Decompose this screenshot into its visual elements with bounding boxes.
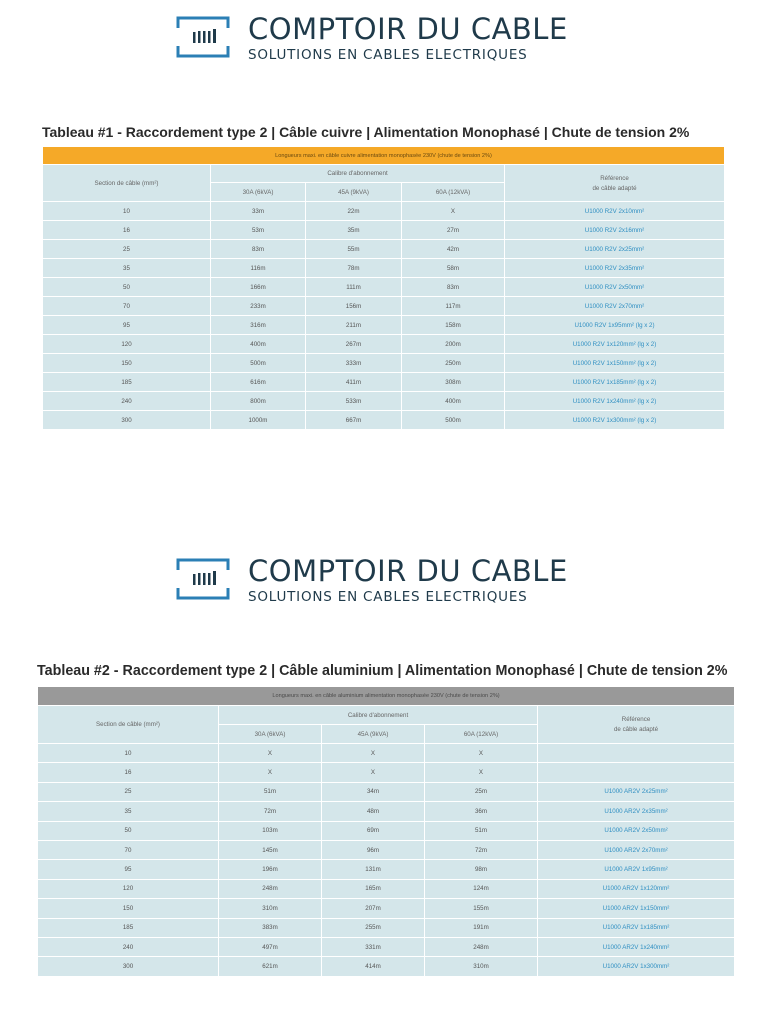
cable-reference-link[interactable]: U1000 AR2V 2x25mm² xyxy=(538,782,735,801)
table2-header-45a: 45A (9kVA) xyxy=(322,725,425,744)
length-60a-cell: 200m xyxy=(402,335,505,354)
section-cell: 95 xyxy=(43,316,211,335)
length-45a-cell: 69m xyxy=(322,821,425,840)
table1-header-reference xyxy=(505,165,725,202)
cable-reference-link[interactable]: U1000 R2V 1x120mm² (lg x 2) xyxy=(505,335,725,354)
section-cell: 300 xyxy=(38,957,219,976)
length-30a-cell: X xyxy=(219,744,322,763)
table2-header-ref-line1: Référence xyxy=(621,716,651,723)
section-cell: 25 xyxy=(43,240,211,259)
section-cell: 10 xyxy=(43,202,211,221)
table-row xyxy=(43,202,725,221)
length-60a-cell: 83m xyxy=(402,278,505,297)
cable-reference-link[interactable]: U1000 R2V 2x50mm² xyxy=(505,278,725,297)
length-45a-cell: 331m xyxy=(322,937,425,956)
length-30a-cell: 248m xyxy=(219,879,322,898)
cable-reference-link[interactable]: U1000 R2V 1x95mm² (lg x 2) xyxy=(505,316,725,335)
length-30a-cell: 1000m xyxy=(211,411,306,430)
cable-reference-link[interactable]: U1000 AR2V 1x240mm² xyxy=(538,937,735,956)
brand-name: COMPTOIR DU CABLE xyxy=(248,12,568,46)
table-row xyxy=(38,918,735,937)
table2 xyxy=(37,686,735,977)
length-60a-cell: 27m xyxy=(402,221,505,240)
length-60a-cell: X xyxy=(402,202,505,221)
length-45a-cell: X xyxy=(322,744,425,763)
table-row xyxy=(38,763,735,782)
length-45a-cell: 96m xyxy=(322,840,425,859)
length-30a-cell: 383m xyxy=(219,918,322,937)
length-45a-cell: 414m xyxy=(322,957,425,976)
length-60a-cell: 25m xyxy=(425,782,538,801)
length-30a-cell: 497m xyxy=(219,937,322,956)
length-45a-cell: 34m xyxy=(322,782,425,801)
table2-header-reference xyxy=(538,706,735,744)
table-row xyxy=(38,860,735,879)
length-60a-cell: 155m xyxy=(425,899,538,918)
length-45a-cell: 333m xyxy=(306,354,402,373)
length-60a-cell: 51m xyxy=(425,821,538,840)
section-cell: 95 xyxy=(38,860,219,879)
section-cell: 120 xyxy=(38,879,219,898)
length-45a-cell: 211m xyxy=(306,316,402,335)
table-row xyxy=(43,316,725,335)
length-60a-cell: X xyxy=(425,763,538,782)
section-cell: 185 xyxy=(38,918,219,937)
table2-header-section: Section de câble (mm²) xyxy=(38,706,219,744)
length-30a-cell: 145m xyxy=(219,840,322,859)
length-45a-cell: 55m xyxy=(306,240,402,259)
cable-reference-link[interactable]: U1000 AR2V 1x300mm² xyxy=(538,957,735,976)
length-30a-cell: 310m xyxy=(219,899,322,918)
length-60a-cell: 250m xyxy=(402,354,505,373)
length-30a-cell: 51m xyxy=(219,782,322,801)
cable-reference-link[interactable]: U1000 R2V 1x300mm² (lg x 2) xyxy=(505,411,725,430)
section-cell: 120 xyxy=(43,335,211,354)
length-30a-cell: 166m xyxy=(211,278,306,297)
length-45a-cell: 48m xyxy=(322,802,425,821)
length-30a-cell: 72m xyxy=(219,802,322,821)
length-30a-cell: 621m xyxy=(219,957,322,976)
table2-title: Tableau #2 - Raccordement type 2 | Câble aluminium | Alimentation Monophasé | Chute de tension 2% xyxy=(37,663,728,679)
length-30a-cell: 800m xyxy=(211,392,306,411)
section-cell: 25 xyxy=(38,782,219,801)
table-row xyxy=(43,411,725,430)
section-cell: 35 xyxy=(38,802,219,821)
table1-header-45a: 45A (9kVA) xyxy=(306,183,402,202)
section-cell: 10 xyxy=(38,744,219,763)
length-30a-cell: 233m xyxy=(211,297,306,316)
length-45a-cell: 165m xyxy=(322,879,425,898)
brand-name: COMPTOIR DU CABLE xyxy=(248,554,568,588)
length-45a-cell: X xyxy=(322,763,425,782)
cable-reference-link[interactable]: U1000 AR2V 1x95mm² xyxy=(538,860,735,879)
table-row xyxy=(38,899,735,918)
section-cell: 16 xyxy=(43,221,211,240)
section-cell: 150 xyxy=(43,354,211,373)
length-60a-cell: 98m xyxy=(425,860,538,879)
length-45a-cell: 411m xyxy=(306,373,402,392)
length-60a-cell: 42m xyxy=(402,240,505,259)
length-30a-cell: X xyxy=(219,763,322,782)
length-30a-cell: 53m xyxy=(211,221,306,240)
brand-logo-bottom xyxy=(0,546,768,606)
table-row xyxy=(38,821,735,840)
table1-title: Tableau #1 - Raccordement type 2 | Câble cuivre | Alimentation Monophasé | Chute de tension 2% xyxy=(42,124,690,140)
section-cell: 70 xyxy=(43,297,211,316)
table-row xyxy=(43,221,725,240)
table1-banner: Longueurs maxi. en câble cuivre alimentation monophasée 230V (chute de tension 2%) xyxy=(43,147,725,165)
table-row xyxy=(38,840,735,859)
cable-reference-link[interactable]: U1000 R2V 2x70mm² xyxy=(505,297,725,316)
length-45a-cell: 267m xyxy=(306,335,402,354)
length-60a-cell: 248m xyxy=(425,937,538,956)
length-45a-cell: 35m xyxy=(306,221,402,240)
length-30a-cell: 500m xyxy=(211,354,306,373)
length-30a-cell: 616m xyxy=(211,373,306,392)
length-60a-cell: 308m xyxy=(402,373,505,392)
cable-logo-icon xyxy=(176,556,230,602)
cable-reference-link[interactable]: U1000 AR2V 2x70mm² xyxy=(538,840,735,859)
section-cell: 300 xyxy=(43,411,211,430)
table1-header-ref-line1: Référence xyxy=(600,174,629,182)
length-30a-cell: 83m xyxy=(211,240,306,259)
table-row xyxy=(43,335,725,354)
table1 xyxy=(42,146,725,430)
cable-reference-link[interactable]: U1000 AR2V 2x35mm² xyxy=(538,802,735,821)
length-45a-cell: 255m xyxy=(322,918,425,937)
length-45a-cell: 111m xyxy=(306,278,402,297)
length-45a-cell: 78m xyxy=(306,259,402,278)
cable-logo-icon xyxy=(176,14,230,60)
table-row xyxy=(38,802,735,821)
cable-reference-link[interactable]: U1000 R2V 2x35mm² xyxy=(505,259,725,278)
cable-reference-link[interactable]: U1000 AR2V 1x150mm² xyxy=(538,899,735,918)
table2-banner: Longueurs maxi. en câble aluminium alimentation monophasée 230V (chute de tension 2%) xyxy=(38,687,735,706)
length-30a-cell: 196m xyxy=(219,860,322,879)
brand-tagline: SOLUTIONS EN CABLES ELECTRIQUES xyxy=(248,47,528,63)
length-60a-cell: 72m xyxy=(425,840,538,859)
table-row xyxy=(38,744,735,763)
table-row xyxy=(38,879,735,898)
table-row xyxy=(43,392,725,411)
length-60a-cell: 191m xyxy=(425,918,538,937)
length-30a-cell: 316m xyxy=(211,316,306,335)
section-cell: 35 xyxy=(43,259,211,278)
cable-reference-link[interactable]: U1000 AR2V 2x50mm² xyxy=(538,821,735,840)
table1-header-calibre: Calibre d'abonnement xyxy=(211,165,505,183)
table2-header-ref-line2: de câble adapté xyxy=(613,726,659,733)
length-45a-cell: 533m xyxy=(306,392,402,411)
length-60a-cell: 500m xyxy=(402,411,505,430)
length-60a-cell: 36m xyxy=(425,802,538,821)
length-45a-cell: 131m xyxy=(322,860,425,879)
length-60a-cell: 158m xyxy=(402,316,505,335)
length-60a-cell: 310m xyxy=(425,957,538,976)
table-row xyxy=(43,354,725,373)
table-row xyxy=(43,240,725,259)
length-30a-cell: 33m xyxy=(211,202,306,221)
cable-reference-link[interactable]: U1000 AR2V 1x185mm² xyxy=(538,918,735,937)
cable-reference-link[interactable]: U1000 R2V 2x10mm² xyxy=(505,202,725,221)
table-row xyxy=(38,782,735,801)
length-60a-cell: 58m xyxy=(402,259,505,278)
cable-reference-link xyxy=(538,744,735,763)
table2-header-30a: 30A (6kVA) xyxy=(219,725,322,744)
table1-header-30a: 30A (6kVA) xyxy=(211,183,306,202)
cable-reference-link[interactable]: U1000 R2V 1x240mm² (lg x 2) xyxy=(505,392,725,411)
length-30a-cell: 400m xyxy=(211,335,306,354)
table2-header-calibre: Calibre d'abonnement xyxy=(219,706,538,725)
table-row xyxy=(38,937,735,956)
cable-reference-link[interactable]: U1000 R2V 1x185mm² (lg x 2) xyxy=(505,373,725,392)
table-row xyxy=(43,373,725,392)
section-cell: 185 xyxy=(43,373,211,392)
table1-header-section: Section de câble (mm²) xyxy=(43,165,211,202)
section-cell: 16 xyxy=(38,763,219,782)
cable-reference-link[interactable]: U1000 R2V 2x16mm² xyxy=(505,221,725,240)
section-cell: 50 xyxy=(43,278,211,297)
length-45a-cell: 22m xyxy=(306,202,402,221)
length-30a-cell: 116m xyxy=(211,259,306,278)
section-cell: 150 xyxy=(38,899,219,918)
length-45a-cell: 156m xyxy=(306,297,402,316)
cable-reference-link[interactable]: U1000 R2V 1x150mm² (lg x 2) xyxy=(505,354,725,373)
length-45a-cell: 667m xyxy=(306,411,402,430)
table1-header-60a: 60A (12kVA) xyxy=(402,183,505,202)
cable-reference-link[interactable]: U1000 R2V 2x25mm² xyxy=(505,240,725,259)
table1-header-ref-line2: de câble adapté xyxy=(592,184,637,192)
brand-logo-top xyxy=(0,4,768,64)
length-60a-cell: 117m xyxy=(402,297,505,316)
table-row xyxy=(43,259,725,278)
cable-reference-link[interactable]: U1000 AR2V 1x120mm² xyxy=(538,879,735,898)
section-cell: 240 xyxy=(43,392,211,411)
table2-header-60a: 60A (12kVA) xyxy=(425,725,538,744)
table-row xyxy=(43,297,725,316)
length-60a-cell: X xyxy=(425,744,538,763)
section-cell: 240 xyxy=(38,937,219,956)
table-row xyxy=(43,278,725,297)
length-30a-cell: 103m xyxy=(219,821,322,840)
length-60a-cell: 124m xyxy=(425,879,538,898)
table-row xyxy=(38,957,735,976)
length-45a-cell: 207m xyxy=(322,899,425,918)
cable-reference-link xyxy=(538,763,735,782)
length-60a-cell: 400m xyxy=(402,392,505,411)
brand-tagline: SOLUTIONS EN CABLES ELECTRIQUES xyxy=(248,589,528,605)
section-cell: 70 xyxy=(38,840,219,859)
section-cell: 50 xyxy=(38,821,219,840)
